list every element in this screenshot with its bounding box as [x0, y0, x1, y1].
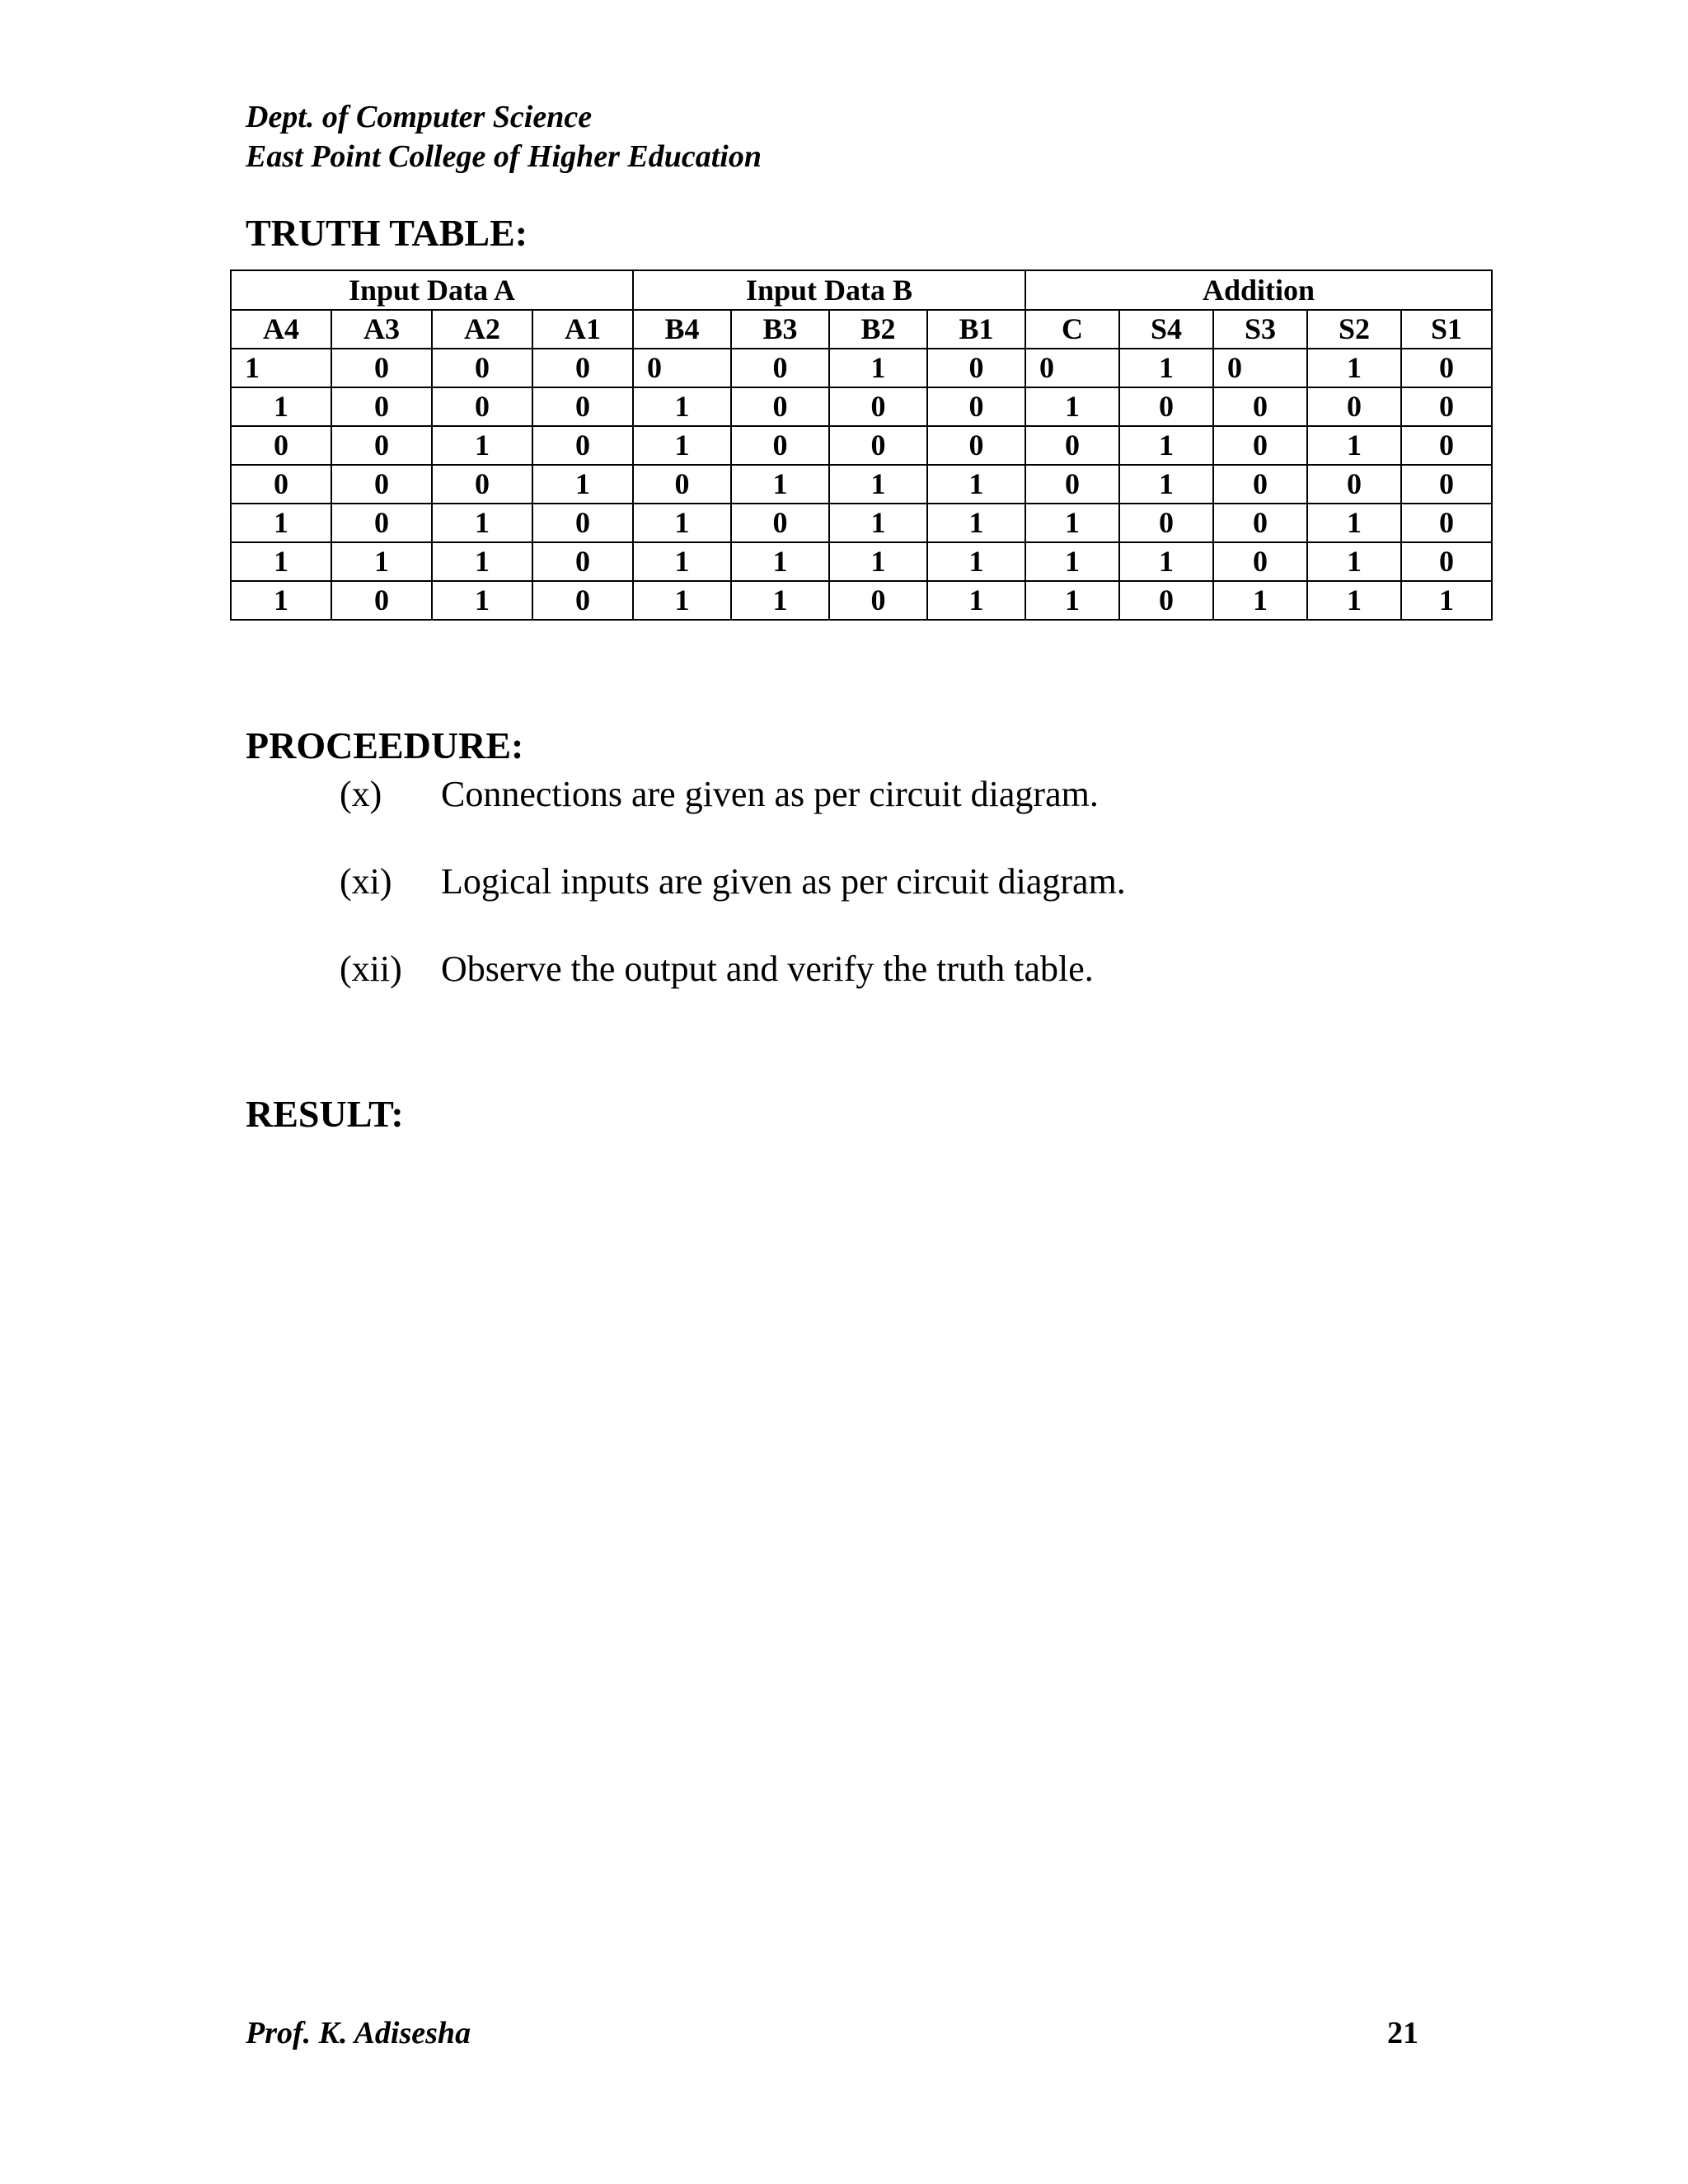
result-heading: RESULT: [246, 1093, 404, 1135]
table-cell: 1 [829, 504, 927, 542]
procedure-heading: PROCEEDURE: [246, 724, 524, 766]
step-number: (xii) [340, 949, 402, 989]
table-cell: 0 [532, 387, 633, 426]
table-cell: 0 [1401, 349, 1492, 387]
column-header: B4 [633, 310, 731, 349]
table-row [231, 349, 1492, 387]
table-cell: 1 [231, 504, 331, 542]
column-header: B1 [927, 310, 1025, 349]
table-cell: 0 [927, 426, 1025, 465]
table-cell: 0 [331, 426, 432, 465]
table-cell: 0 [331, 504, 432, 542]
table-cell: 0 [1213, 349, 1307, 387]
table-cell: 1 [731, 465, 829, 504]
table-cell: 0 [1213, 542, 1307, 581]
procedure-step [340, 948, 1126, 1035]
table-cell: 1 [1119, 349, 1213, 387]
table-cell: 0 [331, 581, 432, 620]
table-cell: 1 [1401, 581, 1492, 620]
table-cell: 1 [1119, 542, 1213, 581]
table-cell: 1 [633, 426, 731, 465]
table-cell: 1 [231, 387, 331, 426]
college-name: East Point College of Higher Education [246, 139, 762, 174]
step-number: (xi) [340, 861, 392, 902]
column-header: B2 [829, 310, 927, 349]
table-cell: 1 [1025, 542, 1119, 581]
table-cell: 0 [532, 504, 633, 542]
table-row [231, 504, 1492, 542]
page-header [246, 97, 762, 176]
column-header-row [231, 310, 1492, 349]
table-cell: 0 [731, 504, 829, 542]
procedure-step [340, 860, 1126, 948]
table-cell: 1 [829, 349, 927, 387]
table-cell: 1 [231, 349, 331, 387]
table-cell: 1 [1025, 387, 1119, 426]
table-cell: 1 [927, 465, 1025, 504]
column-header: B3 [731, 310, 829, 349]
table-cell: 0 [1401, 542, 1492, 581]
table-cell: 1 [927, 542, 1025, 581]
table-cell: 0 [1401, 387, 1492, 426]
table-cell: 0 [231, 465, 331, 504]
procedure-step [340, 773, 1126, 860]
table-cell: 0 [1213, 426, 1307, 465]
table-cell: 0 [633, 349, 731, 387]
department-name: Dept. of Computer Science [246, 100, 593, 134]
table-cell: 0 [1401, 426, 1492, 465]
table-cell: 1 [829, 542, 927, 581]
table-cell: 1 [731, 581, 829, 620]
table-cell: 1 [231, 581, 331, 620]
column-header: S2 [1307, 310, 1401, 349]
table-cell: 1 [1307, 426, 1401, 465]
table-cell: 1 [633, 504, 731, 542]
table-cell: 0 [532, 581, 633, 620]
table-cell: 0 [231, 426, 331, 465]
table-cell: 0 [927, 349, 1025, 387]
table-cell: 0 [331, 465, 432, 504]
table-row [231, 465, 1492, 504]
table-cell: 0 [829, 426, 927, 465]
table-cell: 0 [1401, 465, 1492, 504]
table-row [231, 581, 1492, 620]
step-text: Observe the output and verify the truth table. [441, 949, 1094, 989]
table-cell: 0 [1307, 465, 1401, 504]
table-cell: 0 [1025, 426, 1119, 465]
table-cell: 0 [927, 387, 1025, 426]
table-cell: 0 [829, 581, 927, 620]
truth-table-heading: TRUTH TABLE: [246, 212, 528, 254]
table-cell: 1 [633, 542, 731, 581]
table-row [231, 426, 1492, 465]
step-text: Logical inputs are given as per circuit diagram. [441, 861, 1126, 902]
group-header-addition: Addition [1025, 270, 1492, 310]
column-header: A1 [532, 310, 633, 349]
page-number: 21 [1387, 2016, 1418, 2050]
footer-author: Prof. K. Adisesha [246, 2016, 471, 2050]
table-cell: 0 [432, 387, 532, 426]
group-header-input-b: Input Data B [633, 270, 1025, 310]
group-header-row [231, 270, 1492, 310]
column-header: C [1025, 310, 1119, 349]
step-text: Connections are given as per circuit diagram. [441, 774, 1099, 814]
table-cell: 0 [1025, 349, 1119, 387]
table-cell: 1 [432, 581, 532, 620]
column-header: A4 [231, 310, 331, 349]
table-cell: 0 [532, 542, 633, 581]
table-cell: 1 [829, 465, 927, 504]
table-cell: 0 [331, 349, 432, 387]
table-cell: 1 [432, 426, 532, 465]
table-cell: 1 [1213, 581, 1307, 620]
table-cell: 0 [731, 387, 829, 426]
table-cell: 0 [731, 426, 829, 465]
table-cell: 1 [432, 542, 532, 581]
table-cell: 1 [927, 504, 1025, 542]
truth-table [230, 269, 1493, 621]
table-cell: 0 [432, 349, 532, 387]
table-cell: 0 [1213, 465, 1307, 504]
table-cell: 0 [633, 465, 731, 504]
table-cell: 1 [1025, 581, 1119, 620]
table-cell: 1 [1307, 542, 1401, 581]
procedure-steps [340, 773, 1126, 1035]
table-cell: 0 [1213, 504, 1307, 542]
table-cell: 1 [633, 581, 731, 620]
table-cell: 0 [432, 465, 532, 504]
table-cell: 0 [1025, 465, 1119, 504]
group-header-input-a: Input Data A [231, 270, 633, 310]
table-cell: 0 [1119, 387, 1213, 426]
table-cell: 1 [1307, 349, 1401, 387]
table-cell: 1 [1307, 581, 1401, 620]
table-cell: 0 [1307, 387, 1401, 426]
table-cell: 1 [231, 542, 331, 581]
table-cell: 1 [927, 581, 1025, 620]
table-cell: 0 [829, 387, 927, 426]
step-number: (x) [340, 774, 382, 814]
table-cell: 1 [532, 465, 633, 504]
table-cell: 1 [633, 387, 731, 426]
table-row [231, 542, 1492, 581]
column-header: S1 [1401, 310, 1492, 349]
table-cell: 1 [1119, 426, 1213, 465]
column-header: S4 [1119, 310, 1213, 349]
table-cell: 0 [1213, 387, 1307, 426]
table-cell: 0 [532, 349, 633, 387]
table-row [231, 387, 1492, 426]
column-header: A3 [331, 310, 432, 349]
table-cell: 0 [331, 387, 432, 426]
table-cell: 1 [432, 504, 532, 542]
table-cell: 0 [1119, 581, 1213, 620]
table-cell: 1 [1025, 504, 1119, 542]
table-cell: 0 [1401, 504, 1492, 542]
column-header: S3 [1213, 310, 1307, 349]
table-cell: 1 [331, 542, 432, 581]
table-cell: 1 [1307, 504, 1401, 542]
column-header: A2 [432, 310, 532, 349]
table-cell: 0 [731, 349, 829, 387]
table-cell: 0 [532, 426, 633, 465]
table-cell: 0 [1119, 504, 1213, 542]
table-cell: 1 [1119, 465, 1213, 504]
table-cell: 1 [731, 542, 829, 581]
